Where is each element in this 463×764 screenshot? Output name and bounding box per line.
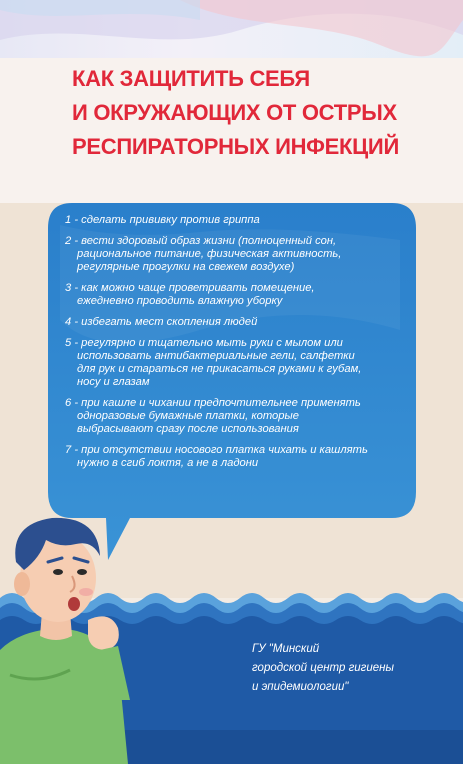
rule-line: 6 - при кашле и чихании предпочтительнее применять [65, 397, 361, 409]
rule-line: 1 - сделать прививку против гриппа [65, 214, 260, 226]
org-line: ГУ "Минский [252, 643, 320, 655]
rule-line: 4 - избегать мест скопления людей [65, 316, 258, 328]
rule-item [65, 214, 405, 227]
rule-line: использовать антибактериальные гели, салфетки [77, 350, 355, 362]
rule-line: нужно в сгиб локтя, а не в ладони [77, 457, 259, 469]
rule-line: 7 - при отсутствии носового платка чихать и кашлять [65, 444, 368, 456]
rule-line: регулярные прогулки на свежем воздухе) [77, 261, 295, 273]
rule-line: одноразовые бумажные платки, которые [77, 410, 299, 422]
rule-line: 5 - регулярно и тщательно мыть руки с мылом или [65, 337, 343, 349]
title-line: И ОКРУЖАЮЩИХ ОТ ОСТРЫХ [72, 100, 397, 125]
rule-item [65, 337, 405, 389]
title-line: РЕСПИРАТОРНЫХ ИНФЕКЦИЙ [72, 134, 399, 159]
organization-name [252, 640, 442, 697]
rule-item [65, 397, 405, 436]
rule-line: ежедневно проводить влажную уборку [77, 295, 283, 307]
rule-line: рациональное питание, физическая активность, [77, 248, 342, 260]
rule-item [65, 316, 405, 329]
rule-line: 3 - как можно чаще проветривать помещение, [65, 282, 315, 294]
org-line: и эпидемиологии" [252, 681, 349, 693]
rule-item [65, 235, 405, 274]
rule-line: для рук и стараться не прикасаться руками к губам, [77, 363, 362, 375]
rule-line: носу и глазам [77, 376, 150, 388]
prevention-rules-list [65, 214, 405, 478]
rule-item [65, 444, 405, 470]
rule-item [65, 282, 405, 308]
rule-line: выбрасывают сразу после использования [77, 423, 299, 435]
title-line: КАК ЗАЩИТИТЬ СЕБЯ [72, 66, 310, 91]
rule-line: 2 - вести здоровый образ жизни (полноценный сон, [65, 235, 337, 247]
org-line: городской центр гигиены [252, 662, 394, 674]
coughing-man-icon [0, 500, 160, 764]
